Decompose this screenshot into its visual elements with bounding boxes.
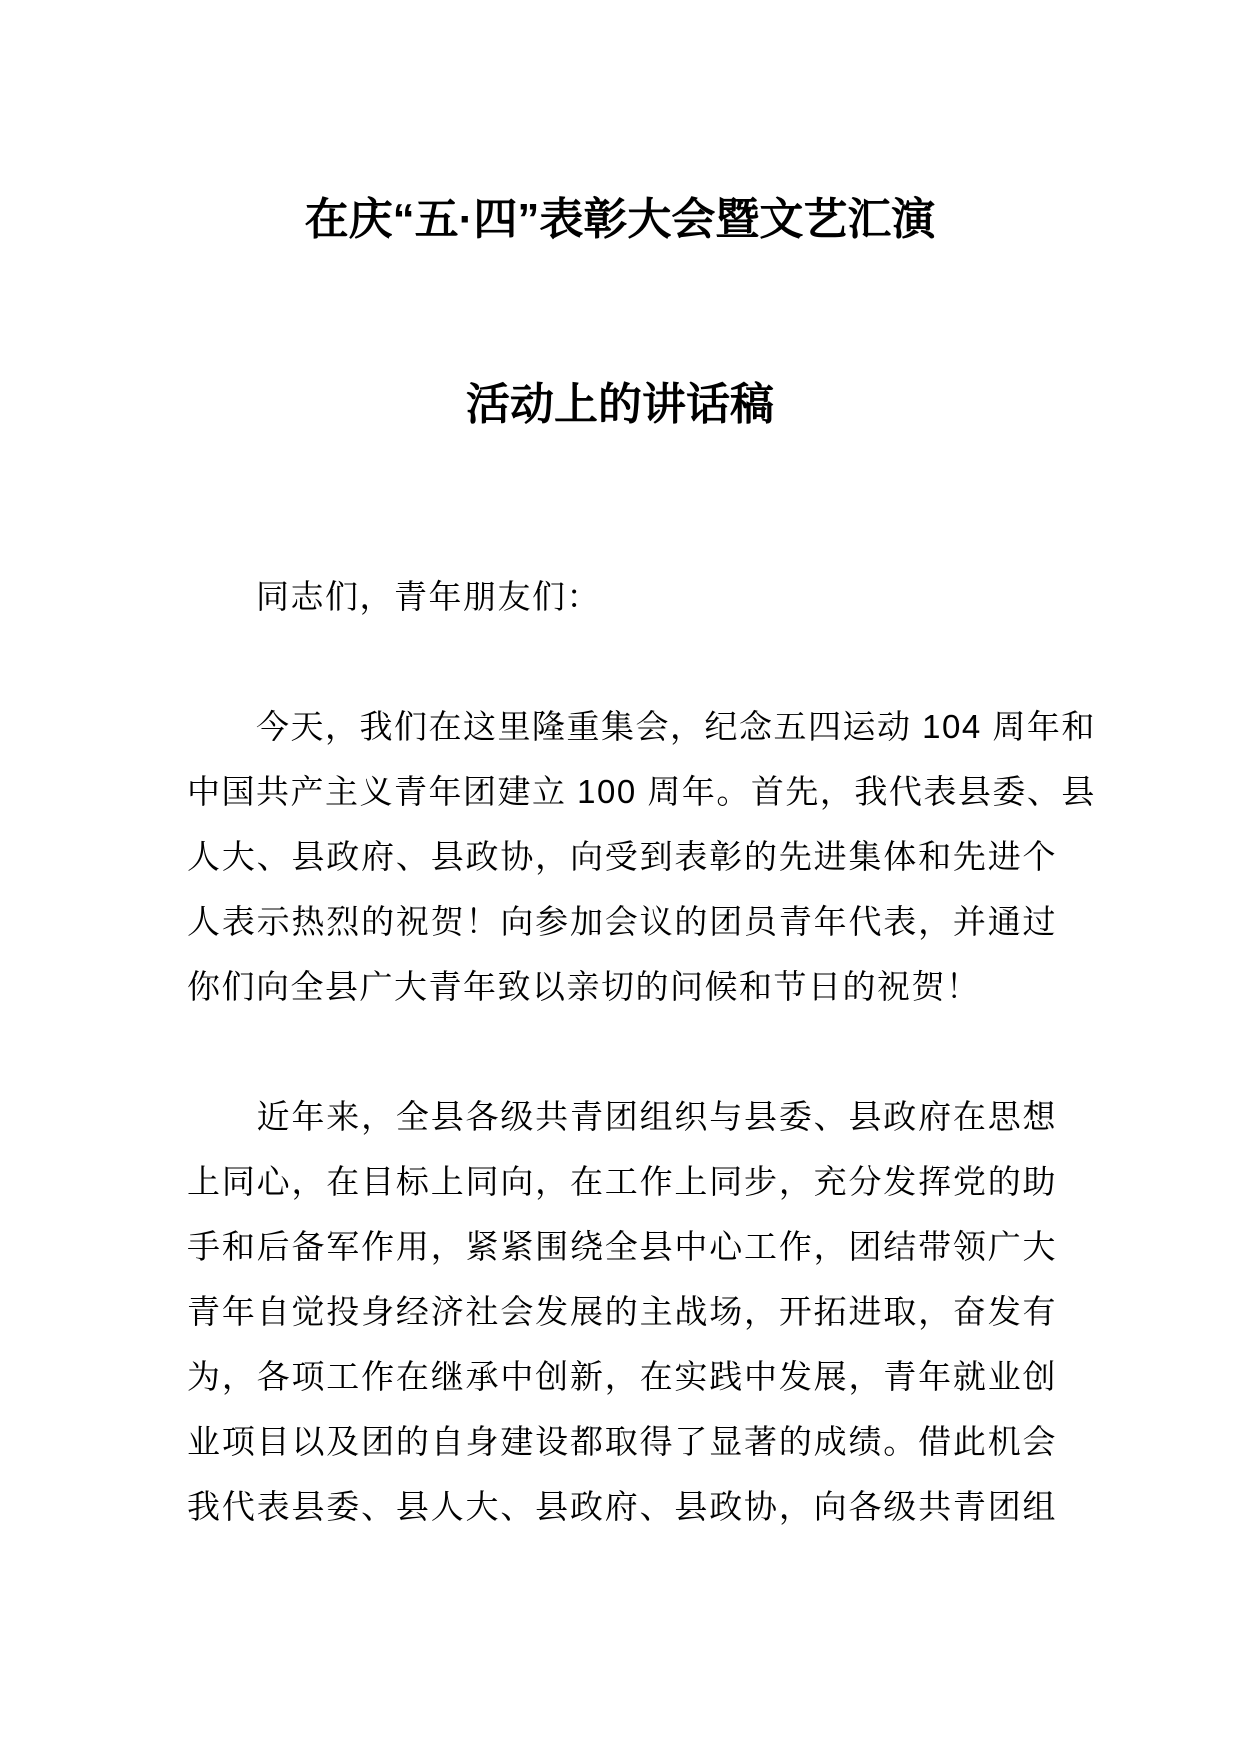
paragraph-spacer — [187, 1019, 1057, 1084]
document-title-line-2: 活动上的讲话稿 — [466, 380, 774, 429]
salutation-line: 同志们，青年朋友们： — [187, 578, 601, 615]
text-line: 我代表县委、县人大、县政府、县政协，向各级共青团组 — [187, 1488, 1057, 1525]
text-line: 中国共产主义青年团建立 100 周年。首先，我代表县委、县 — [187, 773, 1096, 810]
text-line: 业项目以及团的自身建设都取得了显著的成绩。借此机会 — [187, 1423, 1057, 1460]
document-title-line-1: 在庆“五·四”表彰大会暨文艺汇演 — [304, 195, 936, 244]
text-line: 为，各项工作在继承中创新，在实践中发展，青年就业创 — [187, 1358, 1057, 1395]
text-line: 手和后备军作用，紧紧围绕全县中心工作，团结带领广大 — [187, 1228, 1057, 1265]
paragraph-2 — [187, 1084, 1057, 1539]
text-line: 人大、县政府、县政协，向受到表彰的先进集体和先进个 — [187, 838, 1057, 875]
text-line: 青年自觉投身经济社会发展的主战场，开拓进取，奋发有 — [187, 1293, 1057, 1330]
document-body — [187, 564, 1096, 1539]
text-line: 近年来，全县各级共青团组织与县委、县政府在思想 — [187, 1098, 1057, 1135]
text-line: 你们向全县广大青年致以亲切的问候和节日的祝贺！ — [187, 968, 981, 1005]
text-line: 人表示热烈的祝贺！向参加会议的团员青年代表，并通过 — [187, 903, 1057, 940]
text-line: 上同心，在目标上同向，在工作上同步，充分发挥党的助 — [187, 1163, 1057, 1200]
paragraph-spacer — [187, 629, 1057, 694]
text-line: 今天，我们在这里隆重集会，纪念五四运动 104 周年和 — [187, 708, 1096, 745]
paragraph-1 — [187, 694, 1096, 1019]
